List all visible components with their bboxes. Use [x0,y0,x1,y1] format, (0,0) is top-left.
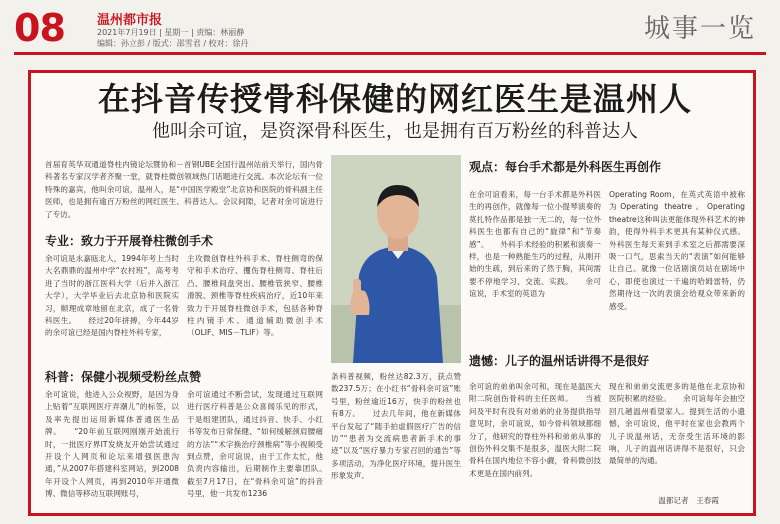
section-text-viewpoint-col2: Operating Room，在英式英语中被称为Operating theatre。Operating theatre这种叫法更能体现外科艺术的神韵，使得外科手术更具有某种仪式感。外科医生每天来到手术室之后都需要深吸一口气，思索当天的“表演”如何能够让自己。就像一位话剧演员站在剧场中心，即使也演过一千遍的哈姆雷特，仍然期待这一次的表演会给观众带来新的感受。 [609,190,745,311]
section-heading-professional: 专业：致力于开展脊柱微创手术 [45,234,214,248]
section-heading-popular-science: 科普：保健小视频受粉丝点赞 [45,370,202,384]
section-text-regret-col2: 现在和弟弟交流更多的是他在北京协和医院积累的经验。 余可谊每年会抽空回几趟温州看望家人。提到生活的小遗憾，余可谊说，他平时在家也会教两个儿子说温州话，无奈受生活环境的影响，儿子的温州话讲得不是很好，只会最简单的沟通。 [609,382,745,466]
section-text-regret-col1: 余可谊的弟弟叫余可和，现在是温医大附二院创伤骨科的主任医师。 当被问及平时有没有对弟弟的业务提供指导意见时，余可谊说，如今骨科领域都细分了，他研究的脊柱外科和弟弟从事的创伤外科交集不是很多，温医大附二院骨科在国内地位不容小觑，骨科微创技术更是在国内前列。 [469,382,601,478]
editor-credits-line: 编辑：孙立彭 / 版式：邵雪君 / 校对：徐丹 [97,39,249,48]
page-header [0,0,780,58]
section-text-professional-col1: 余可谊是永嘉瓯北人，1994年考上当时大名鼎鼎的温州中学“农村班”，高考考进了当时的浙江医科大学（后并入浙江大学），大学毕业后去北京协和医院实习，顺理成章地留在北京，成了一名骨科医生。 经过20年拼搏，今年44岁的余可谊已经是国内脊柱外科专家， [45,254,179,338]
issue-date-line: 2021年7月19日 | 星期一 | 责编：林丽静 [97,28,245,37]
section-heading-regret: 遗憾：儿子的温州话讲得不是很好 [469,354,650,368]
section-text-popular-science-col3: 条科普视频，粉丝达82.3万，获点赞数237.5万；在小红书“骨科余可谊”账号里，粉丝逾近16万，快手的粉丝也有8万。 过去几年间，他在新媒体平台发起了“随手拍虚假医疗广告的信访”“患者为交流病患者新手术的事迹”以及“医疗暴力专家召回的通告”等多项活动，为净化医疗环境，提升医生形象发声。 [331,372,461,481]
section-text-popular-science-col1: 余可谊说，他进入公众视野，是因为身上贴着“互联网医疗弄潮儿”的标签，以及率先提出运用新媒体普通医生品牌。 “20年前互联网刚刚开始流行时，一批医疗界IT发烧友开始尝试通过开设个人网页和论坛来增强医患沟通，”从2007年搭建科室网站，到2008年开设个人网页，再到2010年开通微博、微信等移动互联网账号， [45,390,179,499]
section-heading-viewpoint: 观点：每台手术都是外科医生再创作 [469,160,662,174]
section-text-popular-science-col2: 余可谊通过不断尝试，发现通过互联网进行医疗科普是公众喜闻乐见的形式，于是组建团队，通过抖音、快手、小红书等发布日常保健、“如何缓解颈肩腰痛的方法”“术字换治疗颈椎病”等小视频受到点赞，余可谊说，由于工作太忙，他负责内容输出，后期制作主要靠团队。 截至7月17日，在“骨科余可谊”的抖音号里，他一共发布1236 [187,390,339,499]
section-text-professional-col2: 主攻微创脊柱外科手术、脊柱侧弯的保守和手术治疗、攫伤脊柱侧弯、脊柱后凸、腰椎间盘突出、腰椎管狭窄、腰椎滑脱、颈椎等脊柱疾病治疗，近10年来致力于开展脊柱微创手术，包括各种脊柱内镜手术、通道辅助微创手术（OLIF、MIS－TLIF）等。 [187,254,323,338]
header-rule [14,52,766,55]
section-text-viewpoint-col1: 在余可谊看来，每一台手术都是外科医生的再创作，就像每一位小提琴演奏的莫扎特作品都是独一无二的，每一位外科医生也都有自己的“旋律”和“节奏感”。 外科手术经验的积累和演奏一样，也是一种熟能生巧的过程，从刚开始的生疏，到后来的了然于胸，其间需要不停地学习、交流、实践。 余可谊说，手术室的英语为 [469,190,601,299]
doctor-photo [331,155,461,363]
article-frame [28,70,756,516]
headline: 在抖音传授骨科保健的网红医生是温州人 [97,80,692,118]
page-number: 08 [14,6,65,50]
reporter-credit: 温都记者 王春霞 [658,496,719,505]
newspaper-name: 温州都市报 [97,13,163,28]
section-title: 城事一览 [643,14,756,44]
subheadline: 他叫余可谊，是资深骨科医生，也是拥有百万粉丝的科普达人 [152,121,638,142]
doctor-portrait-graphic [331,155,461,363]
intro-paragraph: 首届育英华双通道脊柱内镜论坛暨协和－首钢UBE全国行温州站前天举行，国内骨科著名专家汉学者齐聚一堂，就脊柱微创领域热门话题进行交流。本次论坛有一位特殊的嘉宾，他叫余可谊，温州人，是“中国医学殿堂”北京协和医院的骨科副主任医师，也是拥有逾百万粉丝的网红医生、科普达人。会议间隙，记者对余可谊进行了专访。 [45,160,323,219]
